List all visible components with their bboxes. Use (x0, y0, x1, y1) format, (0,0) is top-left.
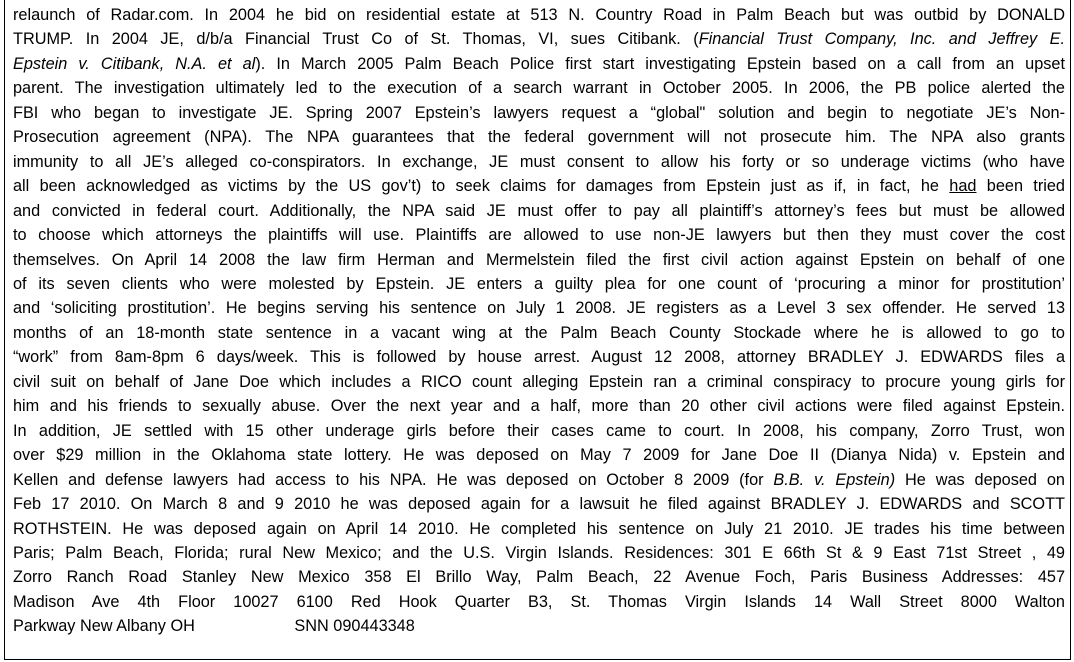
text-segment: and convicted in federal court. Additionally, the NPA said JE must offer to pay all plaintiff’s attorney’s fees but must be allowed (13, 201, 1065, 220)
text-line (13, 541, 1065, 565)
italic-citation: B.B. v. Epstein) (773, 470, 896, 489)
text-line (13, 370, 1065, 394)
text-line (13, 296, 1065, 320)
text-line (13, 174, 1065, 198)
text-line (13, 3, 1065, 27)
text-line (13, 419, 1065, 443)
text-segment: He was deposed on (895, 470, 1065, 489)
text-line (13, 101, 1065, 125)
text-segment: relaunch of Radar.com. In 2004 he bid on residential estate at 513 N. Country Road in Palm Beach but was outbid by DONALD (13, 6, 1065, 24)
text-line (13, 590, 1065, 614)
text-segment: to choose which attorneys the plaintiffs will use. Plaintiffs are allowed to use non-JE lawyers but then they must cover the cost (13, 226, 1065, 245)
text-line (13, 345, 1065, 369)
text-segment: Zorro Ranch Road Stanley New Mexico 358 El Brillo Way, Palm Beach, 22 Avenue Foch, Paris Business Addresses: 457 (13, 568, 1065, 587)
text-line (13, 150, 1065, 174)
text-segment: all been acknowledged as victims by the US gov’t) to seek claims for damages from Epstein just as if, in fact, he (13, 177, 950, 196)
text-line (13, 272, 1065, 296)
text-line (13, 614, 1065, 638)
text-line (13, 468, 1065, 492)
text-segment: themselves. On April 14 2008 the law firm Herman and Mermelstein filed the first civil action against Epstein on behalf of one (13, 250, 1065, 269)
text-segment: ). In March 2005 Palm Beach Police first start investigating Epstein based on a call from an upset (255, 54, 1066, 73)
text-line (13, 443, 1065, 467)
text-line (13, 517, 1065, 541)
text-segment: In addition, JE settled with 15 other underage girls before their cases came to court. In 2008, his company, Zorro Trust, won (13, 421, 1065, 440)
text-segment: TRUMP. In 2004 JE, d/b/a Financial Trust Co of St. Thomas, VI, sues Citibank. ( (13, 30, 699, 49)
text-line (13, 492, 1065, 516)
text-segment: and ‘soliciting prostitution’. He begins serving his sentence on July 1 2008. JE registers as a Level 3 sex offender. He served 13 (13, 299, 1065, 318)
text-segment: FBI who began to investigate JE. Spring 2007 Epstein’s lawyers request a “global" solution and begin to negotiate JE’s Non- (13, 103, 1065, 122)
text-line (13, 394, 1065, 418)
text-segment: months of an 18-month state sentence in a vacant wing at the Palm Beach County Stockade where he is allowed to go to (13, 323, 1065, 342)
italic-citation: Financial Trust Company, Inc. and Jeffrey E. (698, 30, 1065, 49)
text-segment: him and his friends to sexually abuse. Over the next year and a half, more than 20 other civil actions were filed against Epstein. (13, 397, 1065, 416)
underlined-word: had (949, 177, 977, 196)
text-segment: of its seven clients who were molested by Epstein. JE enters a guilty plea for one count of ‘procuring a minor for prostitution’ (13, 274, 1065, 293)
text-line (13, 76, 1065, 100)
text-line (13, 248, 1065, 272)
text-segment: Paris; Palm Beach, Florida; rural New Mexico; and the U.S. Virgin Islands. Residences: 301 E 66th St & 9 East 71st Street , 49 (13, 543, 1065, 562)
italic-citation: Epstein v. Citibank, N.A. et al (13, 54, 256, 73)
text-segment: immunity to all JE’s alleged co-conspirators. In exchange, JE must consent to allow his forty or so underage victims (who have (13, 152, 1065, 171)
document-body (13, 3, 1065, 639)
text-segment: Parkway New Albany OH SNN 090443348 (13, 617, 415, 636)
text-segment: Madison Ave 4th Floor 10027 6100 Red Hook Quarter B3, St. Thomas Virgin Islands 14 Wall Street 8000 Walton (13, 592, 1065, 611)
text-line (13, 125, 1065, 149)
text-segment: “work” from 8am-8pm 6 days/week. This is followed by house arrest. August 12 2008, attorney BRADLEY J. EDWARDS files a (13, 348, 1065, 367)
text-segment: Prosecution agreement (NPA). The NPA guarantees that the federal government will not prosecute him. The NPA also grants (13, 128, 1065, 147)
text-line (13, 27, 1065, 51)
text-segment: parent. The investigation ultimately led to the execution of a search warrant in October 2005. In 2006, the PB police alerted the (13, 79, 1065, 98)
text-line (13, 223, 1065, 247)
text-segment: Feb 17 2010. On March 8 and 9 2010 he was deposed again for a lawsuit he filed against BRADLEY J. EDWARDS and SCOTT (13, 495, 1065, 514)
text-line (13, 321, 1065, 345)
text-line (13, 199, 1065, 223)
text-line (13, 565, 1065, 589)
text-segment: been tried (976, 177, 1065, 196)
text-segment: over $29 million in the Oklahoma state lottery. He was deposed on May 7 2009 for Jane Doe II (Dianya Nida) v. Epstein and (13, 446, 1065, 465)
text-segment: Kellen and defense lawyers had access to his NPA. He was deposed on October 8 2009 (for (13, 470, 774, 489)
text-segment: ROTHSTEIN. He was deposed again on April 14 2010. He completed his sentence on July 21 2010. JE trades his time between (13, 519, 1065, 538)
text-segment: civil suit on behalf of Jane Doe which includes a RICO count alleging Epstein ran a criminal conspiracy to procure young girls for (13, 372, 1065, 391)
text-line (13, 52, 1065, 76)
